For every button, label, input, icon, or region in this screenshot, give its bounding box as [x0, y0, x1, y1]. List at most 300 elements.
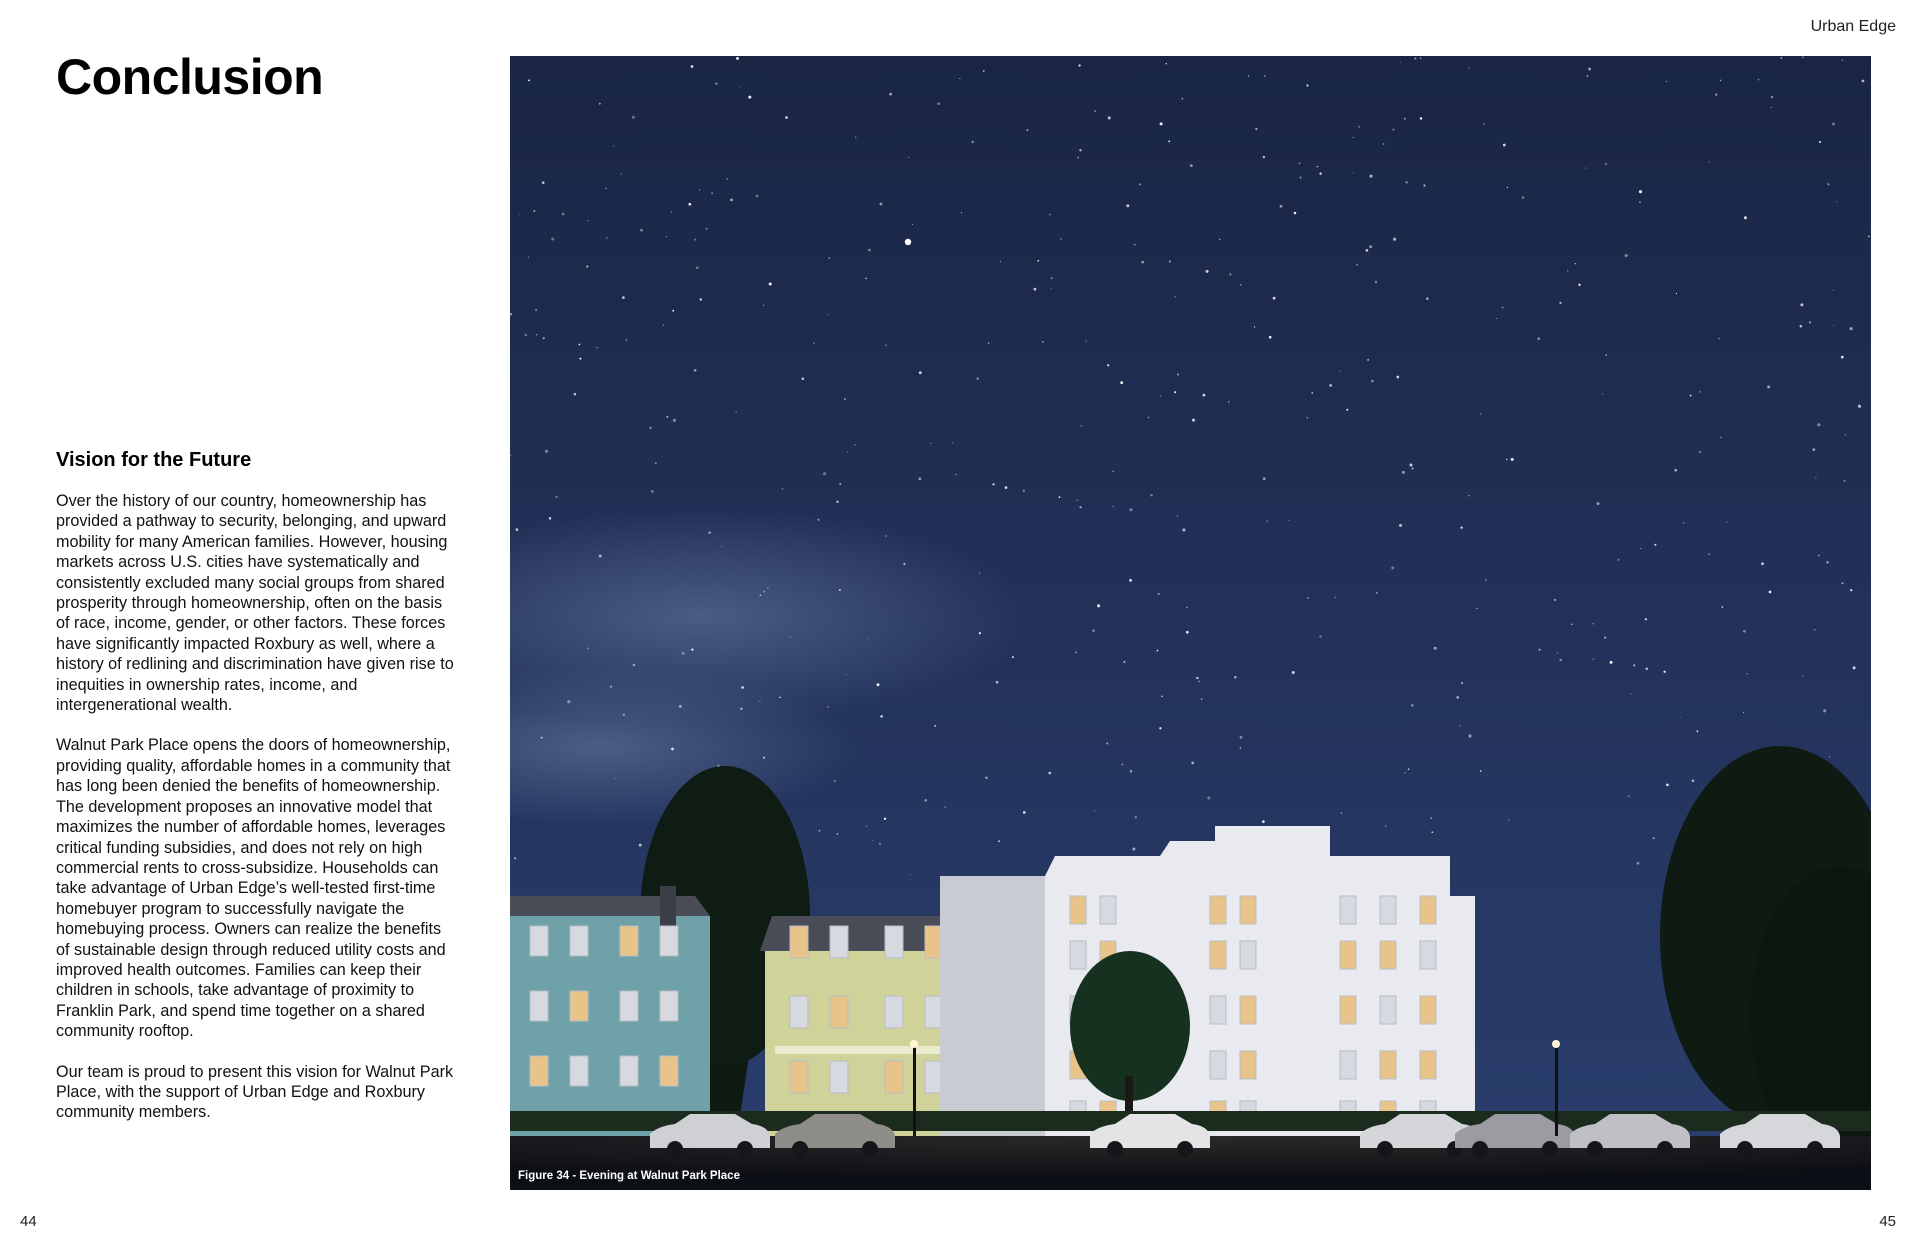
- star: [1203, 394, 1206, 397]
- star: [1356, 264, 1358, 266]
- window: [620, 1056, 638, 1086]
- car-wheel: [1542, 1141, 1558, 1157]
- star: [1191, 761, 1194, 764]
- star: [1108, 116, 1111, 119]
- star: [1311, 392, 1313, 394]
- star: [763, 757, 765, 759]
- star: [819, 830, 821, 832]
- star: [782, 488, 784, 490]
- star: [1139, 183, 1141, 185]
- star: [1157, 650, 1159, 652]
- star: [1715, 93, 1717, 95]
- header-brand: Urban Edge: [1810, 18, 1896, 35]
- star: [1708, 554, 1709, 555]
- star: [1319, 635, 1321, 637]
- star: [1033, 288, 1036, 291]
- star: [1094, 810, 1095, 811]
- star: [1645, 618, 1647, 620]
- star: [1229, 273, 1231, 275]
- car-wheel: [792, 1141, 808, 1157]
- window: [885, 996, 903, 1028]
- star: [1107, 364, 1109, 366]
- window: [1240, 941, 1256, 969]
- star: [855, 137, 856, 138]
- star: [839, 483, 841, 485]
- star: [1369, 245, 1372, 248]
- star: [587, 648, 588, 649]
- star: [961, 212, 962, 213]
- star: [979, 572, 980, 573]
- star: [1507, 187, 1508, 188]
- star: [1160, 122, 1163, 125]
- star: [555, 496, 557, 498]
- star: [671, 748, 674, 751]
- car-wheel: [862, 1141, 878, 1157]
- star: [1094, 110, 1095, 111]
- window: [1340, 941, 1356, 969]
- star: [1653, 837, 1655, 839]
- car-wheel: [1472, 1141, 1488, 1157]
- star: [802, 377, 805, 380]
- star: [1411, 467, 1413, 469]
- star: [847, 451, 848, 452]
- star: [1269, 336, 1272, 339]
- star: [1743, 712, 1744, 713]
- star: [1699, 451, 1701, 453]
- star: [1690, 395, 1692, 397]
- car-wheel: [737, 1141, 753, 1157]
- star: [1769, 591, 1772, 594]
- star: [1692, 780, 1695, 783]
- star: [1459, 725, 1460, 726]
- star: [1079, 149, 1081, 151]
- star: [1817, 423, 1820, 426]
- white-building-shade: [940, 876, 1045, 1136]
- star: [813, 342, 814, 343]
- street-lamp: [913, 1046, 916, 1136]
- star: [1393, 238, 1396, 241]
- star: [1814, 629, 1815, 630]
- star: [709, 532, 711, 534]
- star: [1075, 651, 1077, 653]
- star: [1219, 239, 1220, 240]
- star: [1720, 437, 1722, 439]
- star: [1844, 480, 1846, 482]
- window: [790, 926, 808, 958]
- star: [1124, 661, 1126, 663]
- star: [613, 145, 614, 146]
- window: [1420, 896, 1436, 924]
- star: [1366, 249, 1369, 252]
- star: [536, 334, 537, 335]
- star: [756, 195, 759, 198]
- star: [605, 188, 606, 189]
- star: [579, 358, 581, 360]
- window: [1340, 1051, 1356, 1079]
- star: [1396, 376, 1399, 379]
- star: [880, 715, 883, 718]
- star: [1850, 327, 1853, 330]
- yellow-house-porch: [775, 1046, 955, 1054]
- star: [1699, 391, 1700, 392]
- window: [1070, 896, 1086, 924]
- star: [1404, 118, 1406, 120]
- star: [673, 419, 676, 422]
- star: [867, 638, 868, 639]
- window: [660, 991, 678, 1021]
- star: [1159, 727, 1161, 729]
- star: [1410, 464, 1413, 467]
- star: [549, 517, 552, 520]
- star: [694, 369, 697, 372]
- star: [1023, 490, 1025, 492]
- star: [1559, 302, 1561, 304]
- car-wheel: [1377, 1141, 1393, 1157]
- star: [1404, 772, 1405, 773]
- star: [543, 337, 545, 339]
- star: [1721, 606, 1723, 608]
- star: [785, 116, 788, 119]
- star: [541, 737, 543, 739]
- star: [622, 296, 625, 299]
- star: [1166, 63, 1167, 64]
- star: [1077, 157, 1079, 159]
- star: [1120, 381, 1123, 384]
- star: [1602, 393, 1603, 394]
- star: [1538, 338, 1540, 340]
- window: [1210, 996, 1226, 1024]
- star: [1129, 508, 1132, 511]
- star: [1597, 502, 1600, 505]
- star: [699, 189, 700, 190]
- star: [1461, 682, 1463, 684]
- star: [1718, 338, 1720, 340]
- star: [1485, 579, 1487, 581]
- bright-star: [905, 239, 911, 245]
- star: [623, 714, 625, 716]
- star: [1502, 307, 1504, 309]
- star: [633, 664, 636, 667]
- star: [1186, 631, 1189, 634]
- star: [542, 181, 545, 184]
- star: [1674, 469, 1677, 472]
- star: [1771, 107, 1772, 108]
- star: [1080, 425, 1082, 427]
- star: [1353, 172, 1354, 173]
- star: [528, 79, 530, 81]
- star: [1375, 281, 1377, 283]
- star: [1606, 354, 1607, 355]
- star: [525, 334, 528, 337]
- page-number-left: 44: [20, 1213, 37, 1230]
- star: [666, 236, 667, 237]
- star: [551, 238, 554, 241]
- star: [1761, 562, 1764, 565]
- star: [1809, 321, 1811, 323]
- star: [988, 342, 989, 343]
- night-scene-illustration: [510, 56, 1871, 1190]
- star: [679, 705, 682, 708]
- star: [1683, 522, 1685, 524]
- figure-evening-rendering: [510, 56, 1871, 1190]
- star: [1633, 664, 1635, 666]
- star: [1496, 318, 1497, 319]
- star: [844, 398, 846, 400]
- window: [530, 926, 548, 956]
- star: [1391, 566, 1394, 569]
- star: [736, 57, 739, 60]
- star: [1654, 544, 1656, 546]
- star: [1134, 244, 1136, 246]
- star: [912, 224, 913, 225]
- star: [1262, 820, 1265, 823]
- star: [1182, 98, 1184, 100]
- star: [1617, 559, 1619, 561]
- star: [1370, 175, 1373, 178]
- star: [1317, 166, 1319, 168]
- star: [1508, 819, 1509, 820]
- section-heading: Vision for the Future: [56, 449, 252, 471]
- car-wheel: [1177, 1141, 1193, 1157]
- star: [1637, 862, 1640, 865]
- star: [1628, 796, 1629, 797]
- star: [1557, 652, 1559, 654]
- star: [614, 778, 615, 779]
- star: [827, 314, 828, 315]
- star: [1559, 659, 1562, 662]
- star: [1340, 371, 1341, 372]
- star: [596, 347, 598, 349]
- star: [639, 844, 642, 847]
- window: [1420, 996, 1436, 1024]
- star: [1836, 201, 1837, 202]
- star: [741, 686, 744, 689]
- star: [691, 65, 694, 68]
- star: [1696, 730, 1698, 732]
- star: [1460, 526, 1462, 528]
- star: [1423, 184, 1425, 186]
- star: [885, 535, 886, 536]
- star: [1121, 763, 1123, 765]
- star: [817, 519, 819, 521]
- star: [1431, 831, 1433, 833]
- star: [1800, 303, 1803, 306]
- star: [1833, 325, 1834, 326]
- star: [1588, 68, 1591, 71]
- star: [1353, 137, 1354, 138]
- star: [1666, 784, 1669, 787]
- star: [1023, 811, 1026, 814]
- star: [837, 833, 839, 835]
- car-wheel: [1807, 1141, 1823, 1157]
- star: [1079, 506, 1081, 508]
- star: [1192, 419, 1195, 422]
- star: [1329, 384, 1332, 387]
- star: [828, 257, 830, 259]
- window: [1380, 896, 1396, 924]
- star: [1868, 235, 1870, 237]
- window: [1420, 1051, 1436, 1079]
- star: [944, 806, 945, 807]
- star: [1319, 172, 1322, 175]
- star: [666, 416, 668, 418]
- star: [1826, 561, 1828, 563]
- window: [1340, 896, 1356, 924]
- star: [651, 490, 654, 493]
- star: [730, 198, 733, 201]
- window: [790, 1061, 808, 1093]
- window: [1210, 941, 1226, 969]
- star: [1400, 62, 1401, 63]
- star: [1625, 254, 1628, 257]
- star: [1468, 67, 1469, 68]
- star: [1646, 667, 1649, 670]
- figure-caption: Figure 34 - Evening at Walnut Park Place: [518, 1170, 740, 1182]
- star: [1554, 599, 1556, 601]
- star: [1106, 743, 1108, 745]
- star: [1263, 156, 1265, 158]
- star: [959, 78, 960, 79]
- star: [514, 857, 516, 859]
- star: [1819, 141, 1821, 143]
- star: [868, 249, 871, 252]
- car-wheel: [1107, 1141, 1123, 1157]
- star: [779, 697, 781, 699]
- star: [705, 228, 707, 230]
- star: [1506, 459, 1508, 461]
- star: [992, 483, 994, 485]
- window: [1240, 996, 1256, 1024]
- window: [885, 1061, 903, 1093]
- star: [956, 474, 957, 475]
- star: [1012, 656, 1014, 658]
- star: [1420, 117, 1422, 119]
- star: [1201, 698, 1202, 699]
- star: [528, 257, 529, 258]
- star: [1405, 181, 1407, 183]
- window: [620, 991, 638, 1021]
- star: [769, 282, 772, 285]
- page-number-right: 45: [1879, 1213, 1896, 1230]
- star: [889, 93, 892, 96]
- star: [671, 211, 673, 213]
- star: [1168, 140, 1170, 142]
- star: [700, 298, 702, 300]
- star: [1206, 270, 1209, 273]
- window: [790, 996, 808, 1028]
- star: [516, 528, 519, 531]
- star: [1743, 630, 1746, 633]
- star: [979, 632, 981, 634]
- star: [1294, 212, 1297, 215]
- star: [1483, 124, 1484, 125]
- star: [640, 229, 643, 232]
- star: [1456, 696, 1459, 699]
- star: [1207, 796, 1210, 799]
- star: [748, 96, 751, 99]
- star: [562, 213, 565, 216]
- street-lamp-light: [910, 1040, 918, 1048]
- star: [1085, 340, 1086, 341]
- window: [1240, 896, 1256, 924]
- star: [1240, 736, 1243, 739]
- star: [739, 86, 740, 87]
- star: [1708, 161, 1709, 162]
- star: [519, 214, 520, 215]
- window: [620, 926, 638, 956]
- star: [1196, 677, 1198, 679]
- star: [998, 840, 1000, 842]
- star: [1346, 409, 1348, 411]
- star: [884, 818, 886, 820]
- star: [1234, 676, 1236, 678]
- star: [1077, 500, 1079, 502]
- star: [1358, 126, 1360, 128]
- star: [877, 683, 880, 686]
- car-wheel: [1737, 1141, 1753, 1157]
- blue-house-chimney: [660, 886, 676, 926]
- star: [1392, 129, 1394, 131]
- star: [1175, 296, 1176, 297]
- star: [1420, 58, 1421, 59]
- star: [872, 840, 873, 841]
- star: [790, 636, 791, 637]
- star: [1630, 693, 1631, 694]
- star: [1299, 162, 1301, 164]
- vision-section: [56, 449, 456, 1143]
- star: [599, 103, 601, 105]
- star: [586, 266, 588, 268]
- star: [1431, 817, 1432, 818]
- star: [1593, 623, 1594, 624]
- star: [1426, 297, 1429, 300]
- star: [1129, 579, 1132, 582]
- star: [1150, 494, 1152, 496]
- window: [660, 1056, 678, 1086]
- paragraph-walnut-park: Walnut Park Place opens the doors of homeownership, providing quality, affordable homes in a community that has long been denied the benefits of homeownership. The development proposes an innovative model that maximizes the number of affordable homes, leverages critical funding subsidies, and does not rely on high commercial rents to cross-subsidize. Households can take advantage of Urban Edge’s well-tested first-time homebuyer program to successfully navigate the homebuying process. Owners can realize the benefits of sustainable design through reduced utility costs and improved health outcomes. Families can keep their children in schools, take advantage of proximity to Franklin Park, and spend time together on a shared community rooftop.: [56, 736, 451, 1041]
- star: [823, 472, 826, 475]
- star: [1680, 717, 1681, 718]
- star: [1280, 205, 1283, 208]
- star: [711, 193, 713, 195]
- star: [1480, 770, 1482, 772]
- star: [827, 706, 828, 707]
- star: [1818, 555, 1820, 557]
- star: [545, 450, 548, 453]
- window: [830, 1061, 848, 1093]
- star: [1411, 704, 1414, 707]
- star: [1060, 238, 1062, 240]
- star: [1186, 607, 1188, 609]
- star: [866, 826, 867, 827]
- star: [1402, 471, 1405, 474]
- star: [1292, 671, 1295, 674]
- star: [1832, 123, 1835, 126]
- window: [1380, 1051, 1396, 1079]
- star: [599, 555, 602, 558]
- star: [1812, 448, 1815, 451]
- window: [1240, 1051, 1256, 1079]
- star: [1026, 129, 1028, 131]
- star: [1575, 263, 1576, 264]
- star: [1414, 57, 1416, 59]
- star: [845, 674, 846, 675]
- star: [1726, 522, 1727, 523]
- star: [1803, 675, 1804, 676]
- window: [1380, 996, 1396, 1024]
- star: [985, 776, 988, 779]
- star: [1037, 260, 1039, 262]
